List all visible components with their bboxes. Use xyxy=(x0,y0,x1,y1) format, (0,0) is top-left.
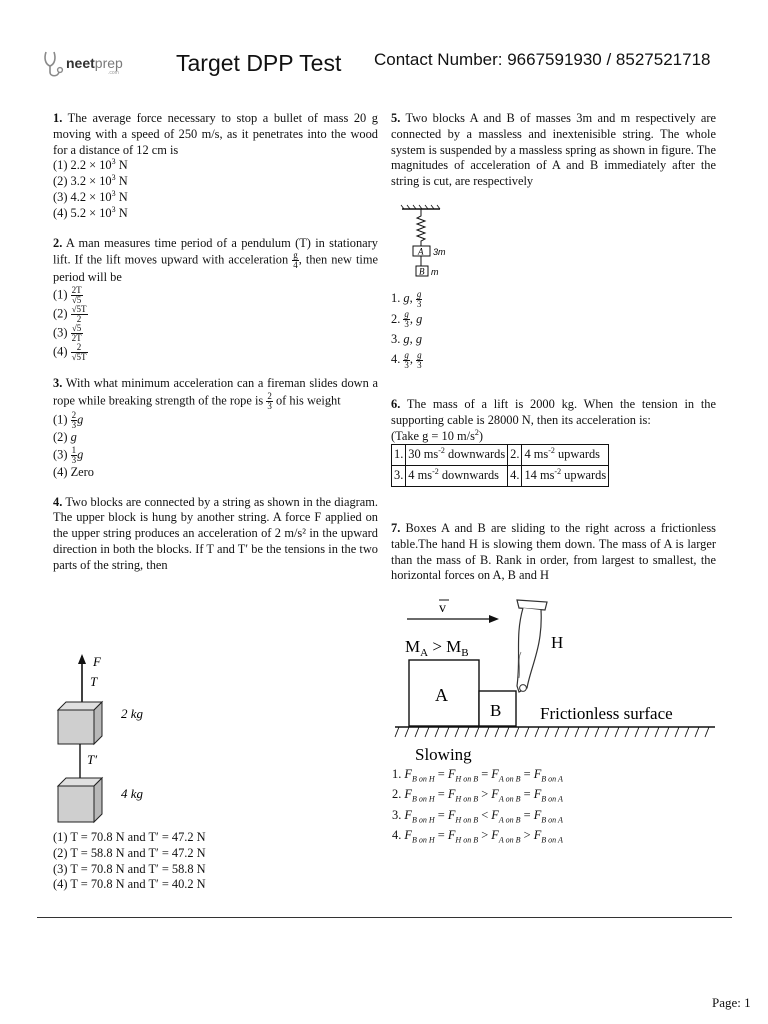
option-separator: , xyxy=(409,352,417,367)
label-B: B xyxy=(419,266,425,277)
option-direction: upwards xyxy=(561,468,607,483)
force-term: H on B xyxy=(455,774,479,784)
numerator: g xyxy=(404,309,409,320)
option-3 xyxy=(53,190,378,206)
denominator: 3 xyxy=(404,319,409,330)
velocity-arrow-head xyxy=(489,615,499,623)
stethoscope-icon xyxy=(42,50,68,80)
option-label: 1. xyxy=(391,291,401,305)
logo-sub: .com xyxy=(108,70,119,76)
label-F: F xyxy=(93,654,101,669)
denominator: √5T xyxy=(71,352,87,363)
take-close: ) xyxy=(478,428,484,443)
label-T-prime: T′ xyxy=(87,752,98,767)
question-7 xyxy=(391,521,716,584)
numerator: g xyxy=(416,288,422,299)
question-text: Boxes A and B are sliding to the right across a frictionless table.The hand H is slowing them down. The mass of A is larger than the mass of B. Rank in order, from largest to smallest, the horizontal forces on A, B and H xyxy=(391,521,716,583)
force-term: A on B xyxy=(498,835,521,845)
label-4kg: 4 kg xyxy=(121,786,144,801)
option-symbol: g xyxy=(77,412,84,427)
option-2 xyxy=(53,174,378,190)
comparison-M: M xyxy=(405,637,421,656)
question-number: 4. xyxy=(53,494,63,509)
relation: > xyxy=(481,787,489,802)
option-label: 4. xyxy=(392,827,402,842)
denominator: 3 xyxy=(267,400,272,411)
question-text-cont: of his weight xyxy=(275,393,341,408)
denominator: 3 xyxy=(416,298,422,309)
option-exponent: -2 xyxy=(548,446,555,456)
option-2 xyxy=(53,430,378,446)
q5-block xyxy=(391,111,716,190)
option-label: (3) xyxy=(53,447,68,462)
force-term: B on H xyxy=(411,815,435,824)
option-1 xyxy=(391,288,716,309)
option-unit: N xyxy=(115,174,128,189)
option-label: 4. xyxy=(391,352,401,367)
option-label: (1) xyxy=(53,287,68,302)
fraction xyxy=(71,286,83,305)
option-1: 1. $F_{B on H} = F_{H on B} = F_{A on B} = F_{B on A}$ xyxy=(392,767,563,784)
numerator: 2 xyxy=(267,390,272,401)
option-separator: , xyxy=(409,311,417,326)
block-2kg xyxy=(58,702,102,744)
force-arrow-head xyxy=(78,654,86,664)
force-term: B on H xyxy=(411,774,435,784)
option-4: (4) T = 70.8 N and T′ = 40.2 N xyxy=(53,877,206,892)
take-note xyxy=(391,429,716,445)
numerator: 2T xyxy=(71,285,82,296)
force-term: H on B xyxy=(455,835,479,845)
question-number: 2. xyxy=(53,235,63,250)
relation: = xyxy=(523,807,531,822)
numerator: 2 xyxy=(71,409,77,420)
numerator: 1 xyxy=(71,444,77,455)
logo-text xyxy=(66,55,123,71)
option-text: (1) 2.2 × 10 xyxy=(53,158,112,173)
numerator: g xyxy=(417,349,422,360)
option-3 xyxy=(391,329,716,349)
q5-spring-figure xyxy=(398,204,468,280)
label-slowing: Slowing xyxy=(415,745,472,764)
option-cell xyxy=(406,445,508,466)
option-value: 14 ms xyxy=(524,468,555,483)
question-text: Two blocks are connected by a string as shown in the diagram. The upper block is hung by another string. A force F applied on the upper string produces an acceleration of 2 m/s² in the upward direction in both the blocks. If T and T′ be the tensions in the two parts of the string, then xyxy=(53,494,378,572)
table-row xyxy=(392,445,609,466)
relation: = xyxy=(523,767,531,781)
option-unit: N xyxy=(115,158,128,173)
fraction xyxy=(266,392,273,411)
numerator: 2 xyxy=(71,343,88,353)
q4-options xyxy=(53,830,378,893)
logo-neet: neet xyxy=(66,55,95,71)
take-exponent: 2 xyxy=(474,427,479,437)
fraction xyxy=(71,324,83,343)
option-3: (3) T = 70.8 N and T′ = 58.8 N xyxy=(53,861,206,876)
option-symbol: g xyxy=(77,447,84,462)
logo-prep: prep xyxy=(94,55,123,71)
force-term: B on H xyxy=(411,835,435,845)
option-exponent: -2 xyxy=(438,446,445,456)
fraction xyxy=(71,343,88,362)
fraction xyxy=(416,351,423,370)
option-cell xyxy=(522,445,609,466)
option-label: (2) xyxy=(53,306,68,321)
option-value: 30 ms xyxy=(408,447,439,462)
option-exponent: -2 xyxy=(432,467,439,477)
denominator: 3 xyxy=(417,359,422,370)
option-symbol: g xyxy=(403,332,410,347)
force-term: B on A xyxy=(541,815,563,824)
option-label: 1. xyxy=(392,767,402,781)
option-cell xyxy=(406,466,508,487)
option-unit: N xyxy=(115,189,128,204)
question-text: The average force necessary to stop a bullet of mass 20 g moving with a speed of 250 m/s, as it penetrates into the wood for a distance of 12 cm is xyxy=(53,111,378,157)
force-term: B on A xyxy=(541,835,563,845)
denominator: 3 xyxy=(404,359,409,370)
option-text: (2) 3.2 × 10 xyxy=(53,174,112,189)
option-symbol: g xyxy=(403,291,410,305)
comparison-sub-A: A xyxy=(420,647,429,659)
force-term: H on B xyxy=(455,815,479,824)
option-symbol: g xyxy=(70,429,77,444)
option-3 xyxy=(53,324,378,343)
option-4 xyxy=(53,465,378,481)
question-4 xyxy=(53,495,378,574)
relation: > xyxy=(523,827,531,842)
option-number: 4. xyxy=(508,466,522,487)
question-number: 7. xyxy=(391,521,401,535)
option-label: 2. xyxy=(392,787,402,802)
q6-options-table xyxy=(391,444,609,487)
mass-comparison xyxy=(405,637,469,659)
numerator: √5 xyxy=(71,323,82,334)
question-3 xyxy=(53,376,378,480)
option-exponent: 3 xyxy=(111,157,116,167)
relation: = xyxy=(437,767,445,781)
option-number: 2. xyxy=(508,445,522,466)
left-column xyxy=(53,111,378,574)
option-label: (1) xyxy=(53,412,68,427)
relation: = xyxy=(437,827,445,842)
footer-rule xyxy=(37,917,732,918)
option-exponent: 3 xyxy=(111,188,116,198)
force-term: A on B xyxy=(498,794,521,804)
numerator: √5T xyxy=(71,304,87,315)
question-text: The mass of a lift is 2000 kg. When the tension in the supporting cable is 28000 N, then its acceleration is: xyxy=(391,397,716,427)
option-4 xyxy=(391,349,716,370)
option-2: (2) T = 58.8 N and T′ = 47.2 N xyxy=(53,845,206,860)
question-text: A man measures time period of a pendulum (T) in stationary lift. If the lift moves upward with acceleration xyxy=(53,235,378,267)
option-1 xyxy=(53,286,378,305)
label-A: A xyxy=(435,685,448,705)
option-1: (1) T = 70.8 N and T′ = 47.2 N xyxy=(53,830,206,844)
numerator: g xyxy=(404,349,409,360)
contact-number: Contact Number: 9667591930 / 8527521718 xyxy=(374,50,711,69)
q5-options xyxy=(391,288,716,370)
option-2 xyxy=(391,309,716,330)
denominator: 2 xyxy=(76,314,82,325)
question-number: 1. xyxy=(53,111,63,125)
option-exponent: -2 xyxy=(554,467,562,477)
option-label: (3) xyxy=(53,325,68,340)
label-B: B xyxy=(490,701,502,720)
option-3: 3. $F_{B on H} = F_{H on B} < F_{A on B} = F_{B on A}$ xyxy=(392,807,563,824)
option-direction: upwards xyxy=(554,447,600,462)
force-term: H on B xyxy=(455,794,479,804)
denominator: 3 xyxy=(71,454,77,465)
surface-hatch xyxy=(395,727,709,737)
option-1 xyxy=(53,411,378,430)
denominator: √5 xyxy=(71,295,82,306)
option-label: (2) xyxy=(53,429,68,444)
label-A: A xyxy=(418,246,424,257)
question-text: Two blocks A and B of masses 3m and m respectively are connected by a massless and inextenisible string. The whole system is suspended by a massless spring as shown in figure. The magnitudes of acceleration of A and B immediately after the string is cut, are respectively xyxy=(391,111,717,189)
comparison-gt: > M xyxy=(428,637,462,656)
option-text: (4) 5.2 × 10 xyxy=(53,205,112,220)
force-term: A on B xyxy=(498,774,521,784)
denominator: 3 xyxy=(71,419,77,430)
block-4kg xyxy=(58,778,102,822)
option-2 xyxy=(53,305,378,324)
question-2 xyxy=(53,236,378,363)
relation: > xyxy=(481,827,489,842)
option-label: (4) xyxy=(53,464,68,479)
q7-boxes-figure xyxy=(393,596,718,766)
take-text: (Take g = 10 m/s xyxy=(391,428,475,443)
question-number: 5. xyxy=(391,111,401,125)
option-value: 4 ms xyxy=(524,447,549,462)
relation: = xyxy=(481,767,489,781)
force-term: B on A xyxy=(541,794,563,804)
option-exponent: 3 xyxy=(111,204,116,214)
option-separator: , xyxy=(409,291,416,305)
option-symbol: g xyxy=(416,311,423,326)
question-number: 3. xyxy=(53,376,63,391)
page-title: Target DPP Test xyxy=(176,50,342,76)
option-number: 1. xyxy=(392,445,406,466)
option-4 xyxy=(53,343,378,362)
hand-H xyxy=(517,600,547,692)
spring xyxy=(417,209,425,246)
question-text-cont: , then new time period will be xyxy=(53,252,378,285)
option-direction: downwards xyxy=(444,447,506,462)
label-T: T xyxy=(90,674,98,689)
option-symbol: g xyxy=(415,332,423,347)
label-m: m xyxy=(431,267,439,277)
option-number: 3. xyxy=(392,466,406,487)
fraction xyxy=(71,305,88,324)
option-unit: N xyxy=(115,205,128,220)
option-1 xyxy=(53,158,378,174)
denominator: 2T xyxy=(71,333,82,344)
relation: = xyxy=(437,807,445,822)
numerator: g xyxy=(293,250,298,261)
option-label: 2. xyxy=(391,311,401,326)
question-number: 6. xyxy=(391,397,401,411)
relation: = xyxy=(437,787,445,802)
option-separator: , xyxy=(409,332,416,347)
force-term: B on H xyxy=(411,794,435,804)
label-surface: Frictionless surface xyxy=(540,704,673,723)
option-4: 4. $F_{B on H} = F_{H on B} > F_{A on B} > F_{B on A}$ xyxy=(392,827,563,845)
denominator: 4 xyxy=(293,260,298,271)
option-direction: downwards xyxy=(438,468,499,483)
page-number: Page: 1 xyxy=(712,995,751,1010)
question-1 xyxy=(53,111,378,222)
option-4 xyxy=(53,206,378,222)
option-value: 4 ms xyxy=(408,468,433,483)
q4-blocks-figure xyxy=(53,652,173,830)
option-cell xyxy=(522,466,609,487)
option-3 xyxy=(53,446,378,465)
label-2kg: 2 kg xyxy=(121,706,144,721)
comparison-sub-B: B xyxy=(461,647,469,659)
label-3m: 3m xyxy=(433,247,446,257)
label-v: v xyxy=(439,601,446,616)
question-6 xyxy=(391,397,716,487)
option-label: 3. xyxy=(392,807,402,822)
force-term: B on A xyxy=(541,774,563,784)
table-row xyxy=(392,466,609,487)
option-label: (4) xyxy=(53,344,68,359)
label-H: H xyxy=(551,633,564,652)
relation: = xyxy=(523,787,531,802)
option-2: 2. $F_{B on H} = F_{H on B} > F_{A on B} = F_{B on A}$ xyxy=(392,787,563,804)
relation: < xyxy=(481,807,489,822)
option-text: Zero xyxy=(70,464,94,479)
option-text: (3) 4.2 × 10 xyxy=(53,189,112,204)
option-exponent: 3 xyxy=(111,173,116,183)
force-term: A on B xyxy=(498,815,521,824)
fraction xyxy=(416,290,423,309)
q7-options xyxy=(392,767,717,848)
option-label: 3. xyxy=(391,332,401,347)
question-text: With what minimum acceleration can a fireman slides down a rope while breaking strength of the rope is xyxy=(53,376,378,408)
